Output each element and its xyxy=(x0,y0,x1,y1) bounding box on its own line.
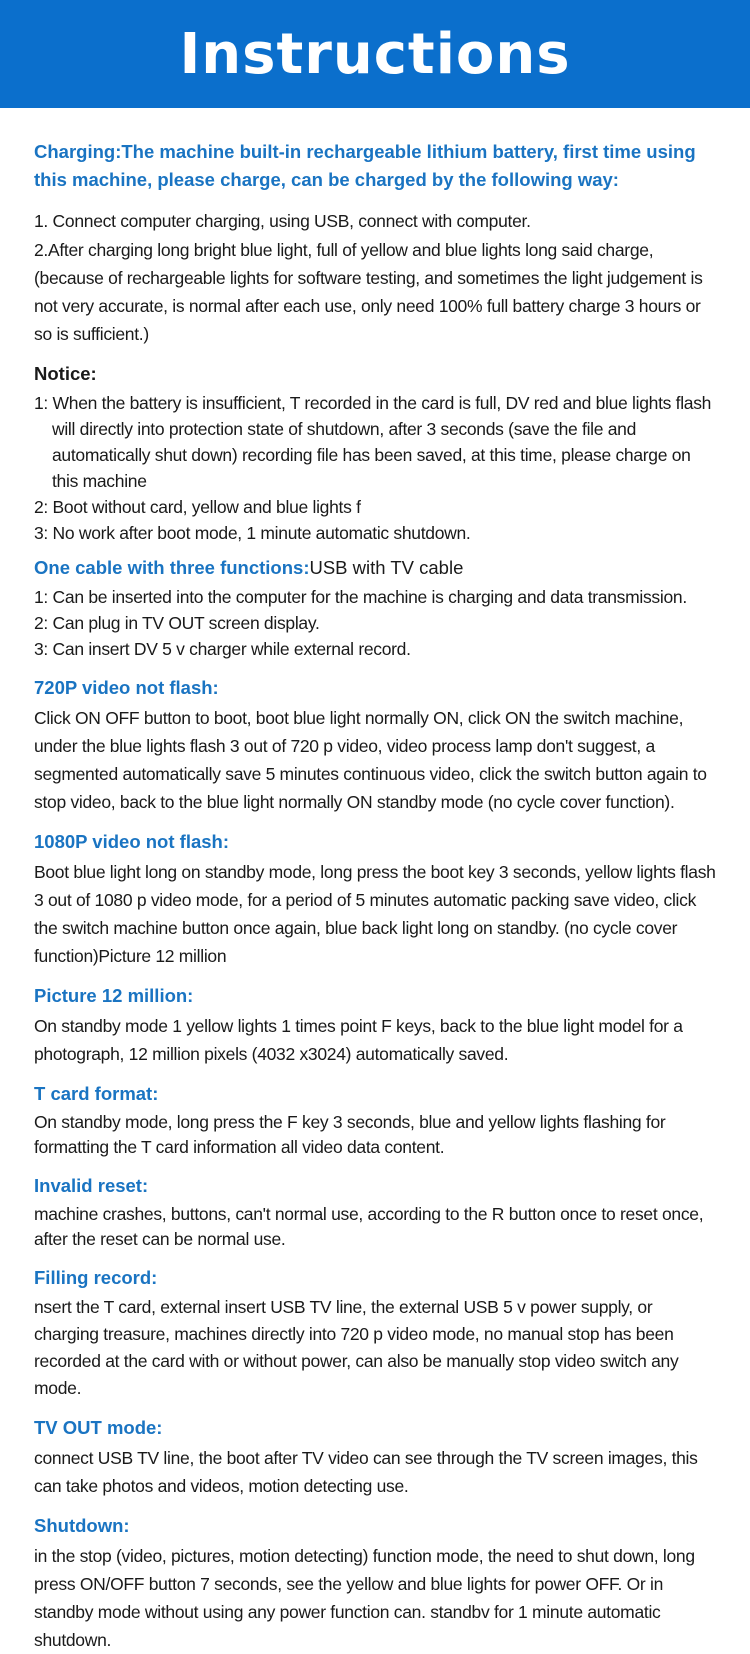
filling-text: nsert the T card, external insert USB TV line, the external USB 5 v power supply, or charging treasure, machines directly into 720 p video mode, no manual stop has been recorded at the card with or without power, can also be manually stop video switch any mode. xyxy=(34,1297,679,1398)
v720-text: Click ON OFF button to boot, boot blue light normally ON, click ON the switch machine, under the blue lights flash 3 out of 720 p video, video process lamp don't suggest, a segmented automatically save 5 minutes continuous video, click the switch button again to stop video, back to the blue light normally ON standby mode (no cycle cover function). xyxy=(34,708,707,812)
tvout-title: TV OUT mode: xyxy=(34,1417,163,1438)
tvout-text: connect USB TV line, the boot after TV video can see through the TV screen images, this can take photos and videos, motion detecting use. xyxy=(34,1448,698,1496)
cable-item-3: 3: Can insert DV 5 v charger while external record. xyxy=(34,639,411,659)
shutdown-title: Shutdown: xyxy=(34,1515,130,1536)
tcard-title: T card format: xyxy=(34,1083,159,1104)
reset-text: machine crashes, buttons, can't normal use, according to the R button once to reset once, after the reset can be normal use. xyxy=(34,1204,704,1249)
picture-text: On standby mode 1 yellow lights 1 times point F keys, back to the blue light model for a photograph, 12 million pixels (4032 x3024) automatically saved. xyxy=(34,1016,683,1064)
cable-title-row xyxy=(34,556,716,580)
cable-item-1: 1: Can be inserted into the computer for the machine is charging and data transmission. xyxy=(34,587,687,607)
notice-title: Notice: xyxy=(34,363,97,384)
picture-title: Picture 12 million: xyxy=(34,985,194,1006)
v720-title: 720P video not flash: xyxy=(34,677,219,698)
notice-item-1: 1: When the battery is insufficient, T recorded in the card is full, DV red and blue lights flash will directly into protection state of shutdown, after 3 seconds (save the file and automatically shut down) recording file has been saved, at this time, please charge on this machine xyxy=(34,393,712,491)
v1080-text: Boot blue light long on standby mode, long press the boot key 3 seconds, yellow lights flash 3 out of 1080 p video mode, for a period of 5 minutes automatic packing save video, click the switch machine button once again, blue back light long on standby. (no cycle cover function)Picture 12 million xyxy=(34,862,716,966)
shutdown-text: in the stop (video, pictures, motion detecting) function mode, the need to shut down, long press ON/OFF button 7 seconds, see the yellow and blue lights for power OFF. Or in standby mode without using any power function can. standbv for 1 minute automatic shutdown. xyxy=(34,1546,695,1650)
charging-line-2: 2.After charging long bright blue light, full of yellow and blue lights long said charge, (because of rechargeable lights for software testing, and sometimes the light judgement is not very accurate, is normal after each use, only need 100% full battery charge 3 hours or so is sufficient.) xyxy=(34,240,703,344)
notice-item-3: 3: No work after boot mode, 1 minute automatic shutdown. xyxy=(34,523,471,543)
charging-line-1: 1. Connect computer charging, using USB, connect with computer. xyxy=(34,211,531,231)
notice-item-2: 2: Boot without card, yellow and blue lights f xyxy=(34,497,361,517)
cable-list xyxy=(34,584,716,662)
tcard-text: On standby mode, long press the F key 3 seconds, blue and yellow lights flashing for formatting the T card information all video data content. xyxy=(34,1112,666,1157)
page-title: Instructions xyxy=(179,21,571,87)
header-banner xyxy=(0,0,750,108)
cable-title: One cable with three functions: xyxy=(34,557,310,578)
filling-title: Filling record: xyxy=(34,1267,158,1288)
notice-list xyxy=(34,390,716,546)
charging-text xyxy=(34,206,716,348)
cable-item-2: 2: Can plug in TV OUT screen display. xyxy=(34,613,320,633)
charging-lead: Charging:The machine built-in rechargeable lithium battery, first time using this machine, please charge, can be charged by the following way: xyxy=(34,141,696,190)
v1080-title: 1080P video not flash: xyxy=(34,831,229,852)
reset-title: Invalid reset: xyxy=(34,1175,149,1196)
instructions-content xyxy=(0,108,750,1654)
cable-title-rest: USB with TV cable xyxy=(309,557,464,578)
